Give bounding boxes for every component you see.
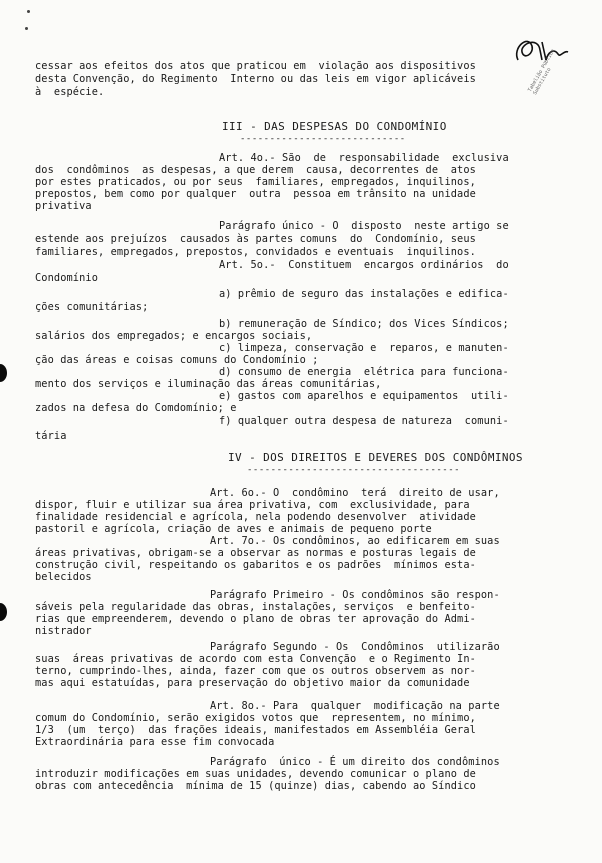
paragraph-line: sáveis pela regularidade das obras, instalações, serviços e benfeito-	[35, 601, 476, 613]
section-heading: IV - DOS DIREITOS E DEVERES DOS CONDÔMINOS	[228, 451, 523, 464]
paragraph-line: finalidade residencial e agrícola, nela podendo desenvolver atividade	[35, 511, 476, 523]
paragraph-line: tária	[35, 430, 67, 442]
paragraph-line: Parágrafo único - É um direito dos condôminos	[210, 756, 500, 768]
paragraph-line: terno, cumprindo-lhes, ainda, fazer com que os outros observem as nor-	[35, 665, 476, 677]
paragraph-line: pastoril e agrícola, criação de aves e animais de pequeno porte	[35, 523, 432, 535]
paragraph-line: à espécie.	[35, 86, 105, 98]
paragraph-line: obras com antecedência mínima de 15 (quinze) dias, cabendo ao Síndico	[35, 780, 476, 792]
paragraph-line: mas aqui estatuídas, para preservação do objetivo maior da comunidade	[35, 677, 470, 689]
signature-rubric	[508, 30, 570, 70]
paragraph-line: zados na defesa do Comdomínio; e	[35, 402, 237, 414]
paragraph-line: Parágrafo Primeiro - Os condôminos são respon-	[210, 589, 500, 601]
paragraph-line: Extraordinária para esse fim convocada	[35, 736, 275, 748]
paragraph-line: desta Convenção, do Regimento Interno ou das leis em vigor aplicáveis	[35, 73, 476, 85]
paragraph-line: a) prêmio de seguro das instalações e edifica-	[219, 288, 509, 300]
paragraph-line: belecidos	[35, 571, 92, 583]
scan-speck	[27, 10, 30, 13]
paragraph-line: introduzir modificações em suas unidades, devendo comunicar o plano de	[35, 768, 476, 780]
paragraph-line: estende aos prejuízos causados às partes comuns do Condomínio, seus	[35, 233, 476, 245]
section-heading: III - DAS DESPESAS DO CONDOMÍNIO	[222, 120, 447, 133]
paragraph-line: áreas privativas, obrigam-se a observar as normas e posturas legais de	[35, 547, 476, 559]
paragraph-line: Art. 6o.- O condômino terá direito de usar,	[210, 487, 500, 499]
paragraph-line: Art. 8o.- Para qualquer modificação na parte	[210, 700, 500, 712]
section-heading-underline: ----------------------------	[240, 134, 406, 144]
paragraph-line: d) consumo de energia elétrica para funciona-	[219, 366, 509, 378]
paragraph-line: c) limpeza, conservação e reparos, e manuten-	[219, 342, 509, 354]
paragraph-line: mento dos serviços e iluminação das áreas comunitárias,	[35, 378, 382, 390]
paragraph-line: construção civil, respeitando os gabaritos e os padrões mínimos esta-	[35, 559, 476, 571]
paragraph-line: familiares, empregados, prepostos, convidados e eventuais inquilinos.	[35, 246, 476, 258]
paragraph-line: comum do Condomínio, serão exigidos votos que representem, no mínimo,	[35, 712, 476, 724]
paragraph-line: por estes praticados, ou por seus familiares, empregados, inquilinos,	[35, 176, 476, 188]
punch-hole	[0, 364, 7, 382]
paragraph-line: dos condôminos as despesas, a que derem causa, decorrentes de atos	[35, 164, 476, 176]
paragraph-line: Art. 7o.- Os condôminos, ao edificarem em suas	[210, 535, 500, 547]
paragraph-line: 1/3 (um terço) das frações ideais, manifestados em Assembléia Geral	[35, 724, 476, 736]
paragraph-line: prepostos, bem como por qualquer outra pessoa em trânsito na unidade	[35, 188, 476, 200]
paragraph-line: Art. 5o.- Constituem encargos ordinários do	[219, 259, 509, 271]
margin-stamp: Tabelião Público Substituto	[527, 48, 557, 96]
paragraph-line: b) remuneração de Síndico; dos Vices Síndicos;	[219, 318, 509, 330]
section-heading-underline: ------------------------------------	[247, 465, 461, 475]
paragraph-line: Art. 4o.- São de responsabilidade exclusiva	[219, 152, 509, 164]
paragraph-line: Parágrafo Segundo - Os Condôminos utilizarão	[210, 641, 500, 653]
paragraph-line: e) gastos com aparelhos e equipamentos utili-	[219, 390, 509, 402]
paragraph-line: rias que empreenderem, devendo o plano de obras ter aprovação do Admi-	[35, 613, 476, 625]
paragraph-line: ções comunitárias;	[35, 301, 149, 313]
paragraph-line: suas áreas privativas de acordo com esta Convenção e o Regimento In-	[35, 653, 476, 665]
paragraph-line: privativa	[35, 200, 92, 212]
paragraph-line: dispor, fluir e utilizar sua área privativa, com exclusividade, para	[35, 499, 470, 511]
paragraph-line: nistrador	[35, 625, 92, 637]
paragraph-line: cessar aos efeitos dos atos que praticou em violação aos dispositivos	[35, 60, 476, 72]
paragraph-line: Parágrafo único - O disposto neste artigo se	[219, 220, 509, 232]
paragraph-line: salários dos empregados; e encargos sociais,	[35, 330, 313, 342]
paragraph-line: Condomínio	[35, 272, 98, 284]
scan-speck	[25, 27, 28, 30]
paragraph-line: f) qualquer outra despesa de natureza comuni-	[219, 415, 509, 427]
punch-hole	[0, 603, 7, 621]
paragraph-line: ção das áreas e coisas comuns do Condomínio ;	[35, 354, 319, 366]
